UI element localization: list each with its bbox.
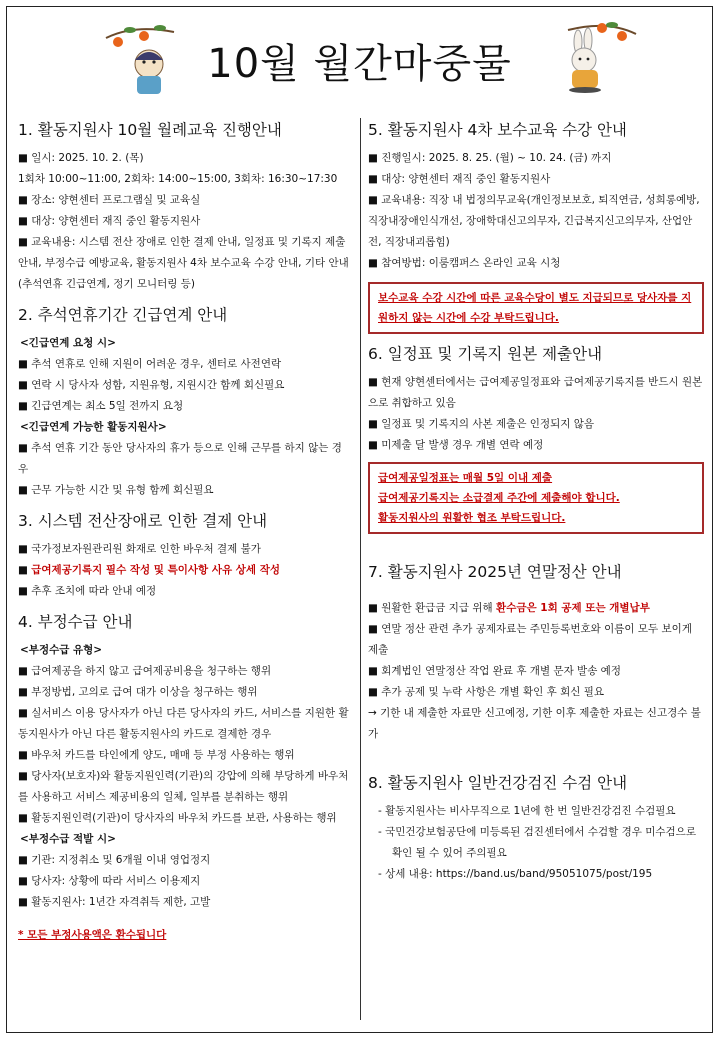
header [0,10,719,100]
section-original-submission [368,342,704,534]
section-title: 8. 활동지원사 일반건강검진 수검 안내 [368,774,628,792]
list-item: ■ 바우처 카드를 타인에게 양도, 매매 등 부정 사용하는 행위 [18,749,295,761]
list-item: ■ 연락 시 당사자 성함, 지원유형, 지원시간 함께 회신필요 [18,379,285,391]
list-item: - 국민건강보험공단에 미등록된 검진센터에서 수검할 경우 미수검으로 확인 될 수 있어 주의필요 [378,826,696,859]
list-item: ■ 회계법인 연말정산 작업 완료 후 개별 문자 발송 예정 [368,665,621,677]
list-item: - 활동지원사는 비사무직으로 1년에 한 번 일반건강검진 수검필요 [378,805,676,817]
bullet: ■ [18,564,32,576]
list-item: ■ 활동지원사: 1년간 자격취득 제한, 고발 [18,896,211,908]
list-item [18,560,350,581]
section-holiday-emergency [18,303,350,501]
list-item: ■ 추후 조치에 따라 안내 예정 [18,585,157,597]
notice-line: 활동지원사의 원활한 협조 부탁드립니다. [378,512,566,524]
section-title: 6. 일정표 및 기록지 원본 제출안내 [368,345,603,363]
list-item: ■ 추석 연휴 기간 동안 당사자의 휴가 등으로 인해 근무를 하지 않는 경우 [18,442,342,475]
list-item [368,598,704,619]
list-item: ■ 미제출 달 발생 경우 개별 연락 예정 [368,439,544,451]
list-item: → 기한 내 제출한 자료만 신고예정, 기한 이후 제출한 자료는 신고경수 불가 [368,707,701,740]
section-title: 3. 시스템 전산장애로 인한 결제 안내 [18,512,268,530]
list-item: ■ 국가정보자원관리원 화재로 인한 바우처 결제 불가 [18,543,261,555]
list-item: ■ 추가 공제 및 누락 사항은 개별 확인 후 회신 필요 [368,686,605,698]
notice-line: 급여제공기록지는 소급결제 주간에 제출해야 합니다. [378,492,620,504]
section-title: 1. 활동지원사 10월 월례교육 진행안내 [18,121,282,139]
section-system-outage [18,509,350,602]
highlight-text: 급여제공기록지 필수 작성 및 특이사항 사유 상세 작성 [31,564,280,576]
list-item: ■ 대상: 양현센터 재직 중인 활동지원사 [368,173,551,185]
list-item: ■ 당사자: 상황에 따라 서비스 이용제지 [18,875,201,887]
list-item: ■ 부정방법, 고의로 급여 대가 이상을 청구하는 행위 [18,686,258,698]
list-item: - 상세 내용: https://band.us/band/95051075/post/195 [378,868,653,880]
section-title: 4. 부정수급 안내 [18,613,133,631]
notice-line: 급여제공일정표는 매월 5일 이내 제출 [378,472,553,484]
list-item: ■ 추석 연휴로 인해 지원이 어려운 경우, 센터로 사전연락 [18,358,282,370]
list-item: ■ 실서비스 이용 당사자가 아닌 다른 당사자의 카드, 서비스를 지원한 활동지원사가 아닌 다른 활동지원사의 카드로 결제한 경우 [18,707,349,740]
highlight-text: 환수금은 1회 공제 또는 개별납부 [496,602,650,614]
right-column [368,118,704,885]
list-item: ■ 근무 가능한 시간 및 유형 함께 회신필요 [18,484,214,496]
list-item: ■ 기관: 지정취소 및 6개월 이내 영업정지 [18,854,211,866]
section-title: 7. 활동지원사 2025년 연말정산 안내 [368,563,622,581]
list-item: ■ 일시: 2025. 10. 2. (목) [18,152,144,164]
list-item: 1회차 10:00~11:00, 2회차: 14:00~15:00, 3회차: 16:30~17:30 [18,173,338,185]
list-item: ■ 급여제공을 하지 않고 급여제공비용을 청구하는 행위 [18,665,272,677]
list-item: ■ 장소: 양현센터 프로그램실 및 교육실 [18,194,201,206]
sub-title: <긴급연계 요청 시> [20,337,116,349]
column-divider [360,118,361,1020]
section-fraud-notice [18,610,350,946]
list-item: ■ 현재 양현센터에서는 급여제공일정표와 급여제공기록지를 반드시 원본으로 취합하고 있음 [368,376,703,409]
page-title: 10월 월간마중물 [207,41,512,87]
list-item: ■ 진행일시: 2025. 8. 25. (월) ~ 10. 24. (금) 까지 [368,152,612,164]
list-item: ■ 참여방법: 이룸캠퍼스 온라인 교육 시청 [368,257,561,269]
section-refresher-training [368,118,704,334]
item-text: ■ 원활한 환급금 지급 위해 [368,602,497,614]
sub-title: <부정수급 적발 시> [20,833,116,845]
section-title: 2. 추석연휴기간 긴급연계 안내 [18,306,228,324]
list-item: ■ 연말 정산 관련 추가 공제자료는 주민등록번호와 이름이 모두 보이게 제출 [368,623,692,656]
list-item: ■ 일정표 및 기록지의 사본 제출은 인정되지 않음 [368,418,595,430]
list-item: ■ 당사자(보호자)와 활동지원인력(기관)의 강압에 의해 부당하게 바우처를 사용하고 서비스 제공비용의 일체, 일부를 분취하는 행위 [18,770,349,803]
sub-title: <부정수급 유형> [20,644,103,656]
rabbit-persimmon-illustration [548,16,638,96]
left-column [18,118,350,946]
notice-box [368,462,704,534]
sub-title: <긴급연계 가능한 활동지원사> [20,421,167,433]
list-item: ■ 교육내용: 시스템 전산 장애로 인한 결제 안내, 일정표 및 기록지 제출 안내, 부정수급 예방교육, 활동지원사 4차 보수교육 수강 안내, 기타 안내(추석연휴 긴급연계, 정기 모니터링 등) [18,236,349,290]
section-monthly-training [18,118,350,295]
section-title: 5. 활동지원사 4차 보수교육 수강 안내 [368,121,627,139]
section-health-checkup [368,771,704,885]
notice-box: 보수교육 수강 시간에 따른 교육수당이 별도 지급되므로 당사자를 지원하지 않는 시간에 수강 부탁드립니다. [368,282,704,334]
list-item: ■ 대상: 양현센터 재직 중인 활동지원사 [18,215,201,227]
section-year-end-tax [368,560,704,745]
list-item: ■ 교육내용: 직장 내 법정의무교육(개인정보보호, 퇴직연금, 성희롱예방, 직장내장애인식개선, 장애학대신고의무자, 긴급복지신고의무자, 산업안전, 직장내괴롭힘) [368,194,700,248]
refund-note: * 모든 부정사용액은 환수됩니다 [18,929,167,941]
list-item: ■ 긴급연계는 최소 5일 전까지 요청 [18,400,184,412]
list-item: ■ 활동지원인력(기관)이 당사자의 바우처 카드를 보관, 사용하는 행위 [18,812,337,824]
